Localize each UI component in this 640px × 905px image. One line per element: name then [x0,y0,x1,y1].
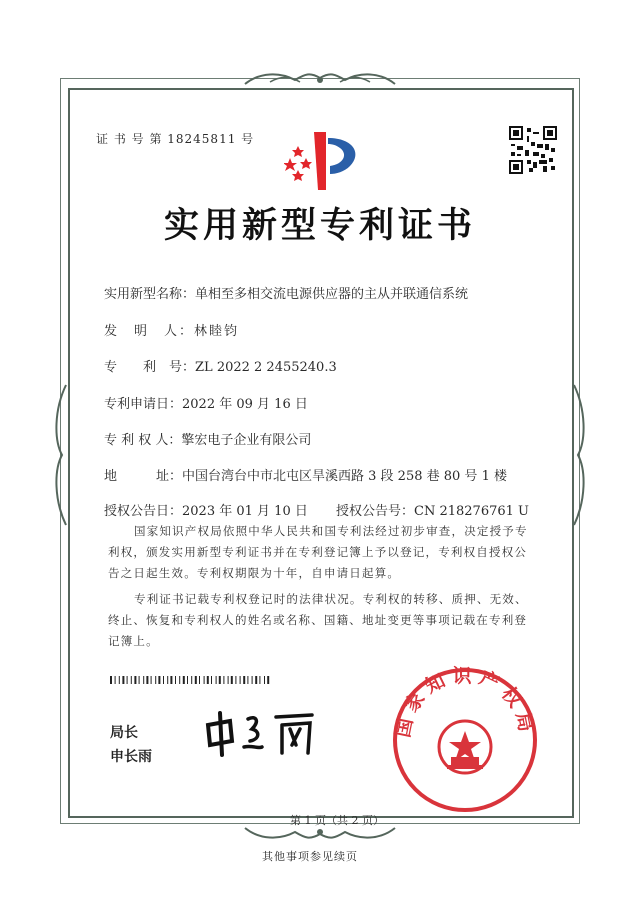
filing-date-row [104,393,308,412]
inventor-row [104,320,239,339]
page-number: 第 1 页（共 2 页） [290,814,384,827]
cnipa-logo [284,128,364,194]
utility-model-name-label: 实用新型名称： [104,287,196,302]
certificate-number: 证 书 号 第 18245811 号 [96,132,255,146]
left-ornament [52,380,72,530]
address-label: 地 址： [104,469,183,484]
grant-number-row [336,500,529,519]
grant-date-value: 2023 年 01 月 10 日 [182,504,308,519]
grant-number-label: 授权公告号： [336,504,415,519]
patent-number-row [104,356,337,375]
certificate-title: 实用新型专利证书 [163,206,476,246]
grant-statement-paragraph: 国家知识产权局依照中华人民共和国专利法经过初步审查，决定授予专利权，颁发实用新型专利证书并在专利登记簿上予以登记，专利权自授权公告之日起生效。专利权期限为十年，自申请日起算。 [108,524,528,580]
continuation-note: 其他事项参见续页 [262,850,358,863]
patentee-label: 专 利 权 人： [104,433,182,448]
patentee-row [104,429,311,448]
patent-number-value: ZL 2022 2 2455240.3 [195,360,337,375]
signatory-title: 局长 [110,725,138,741]
top-ornament [240,68,400,90]
signatory-name: 申长雨 [110,749,152,765]
patent-number-label: 专 利 号： [104,360,196,375]
svg-text:国家知识产权局: 国家知识产权局 [391,665,539,740]
grant-number-value: CN 218276761 U [414,504,529,519]
inventor-label: 发 明 人： [104,324,195,339]
patentee-value: 擎宏电子企业有限公司 [181,433,312,448]
address-row [104,465,507,484]
grant-date-row [104,500,308,519]
utility-model-name-value: 单相至多相交流电源供应器的主从并联通信系统 [195,287,469,302]
grant-date-label: 授权公告日： [104,504,183,519]
right-ornament [568,380,588,530]
utility-model-name-row [104,283,468,302]
inventor-value: 林睦钧 [194,324,240,339]
address-value: 中国台湾台中市北屯区旱溪西路 3 段 258 巷 80 号 1 楼 [182,469,507,484]
filing-date-value: 2022 年 09 月 16 日 [182,397,308,412]
filing-date-label: 专利申请日： [104,397,183,412]
handwritten-signature [200,705,320,760]
legal-status-paragraph: 专利证书记载专利权登记时的法律状况。专利权的转移、质押、无效、终止、恢复和专利权人的姓名或名称、国籍、地址变更等事项记载在专利登记簿上。 [108,592,528,648]
qr-code [509,126,557,174]
barcode [110,676,270,684]
official-red-seal [390,665,540,815]
